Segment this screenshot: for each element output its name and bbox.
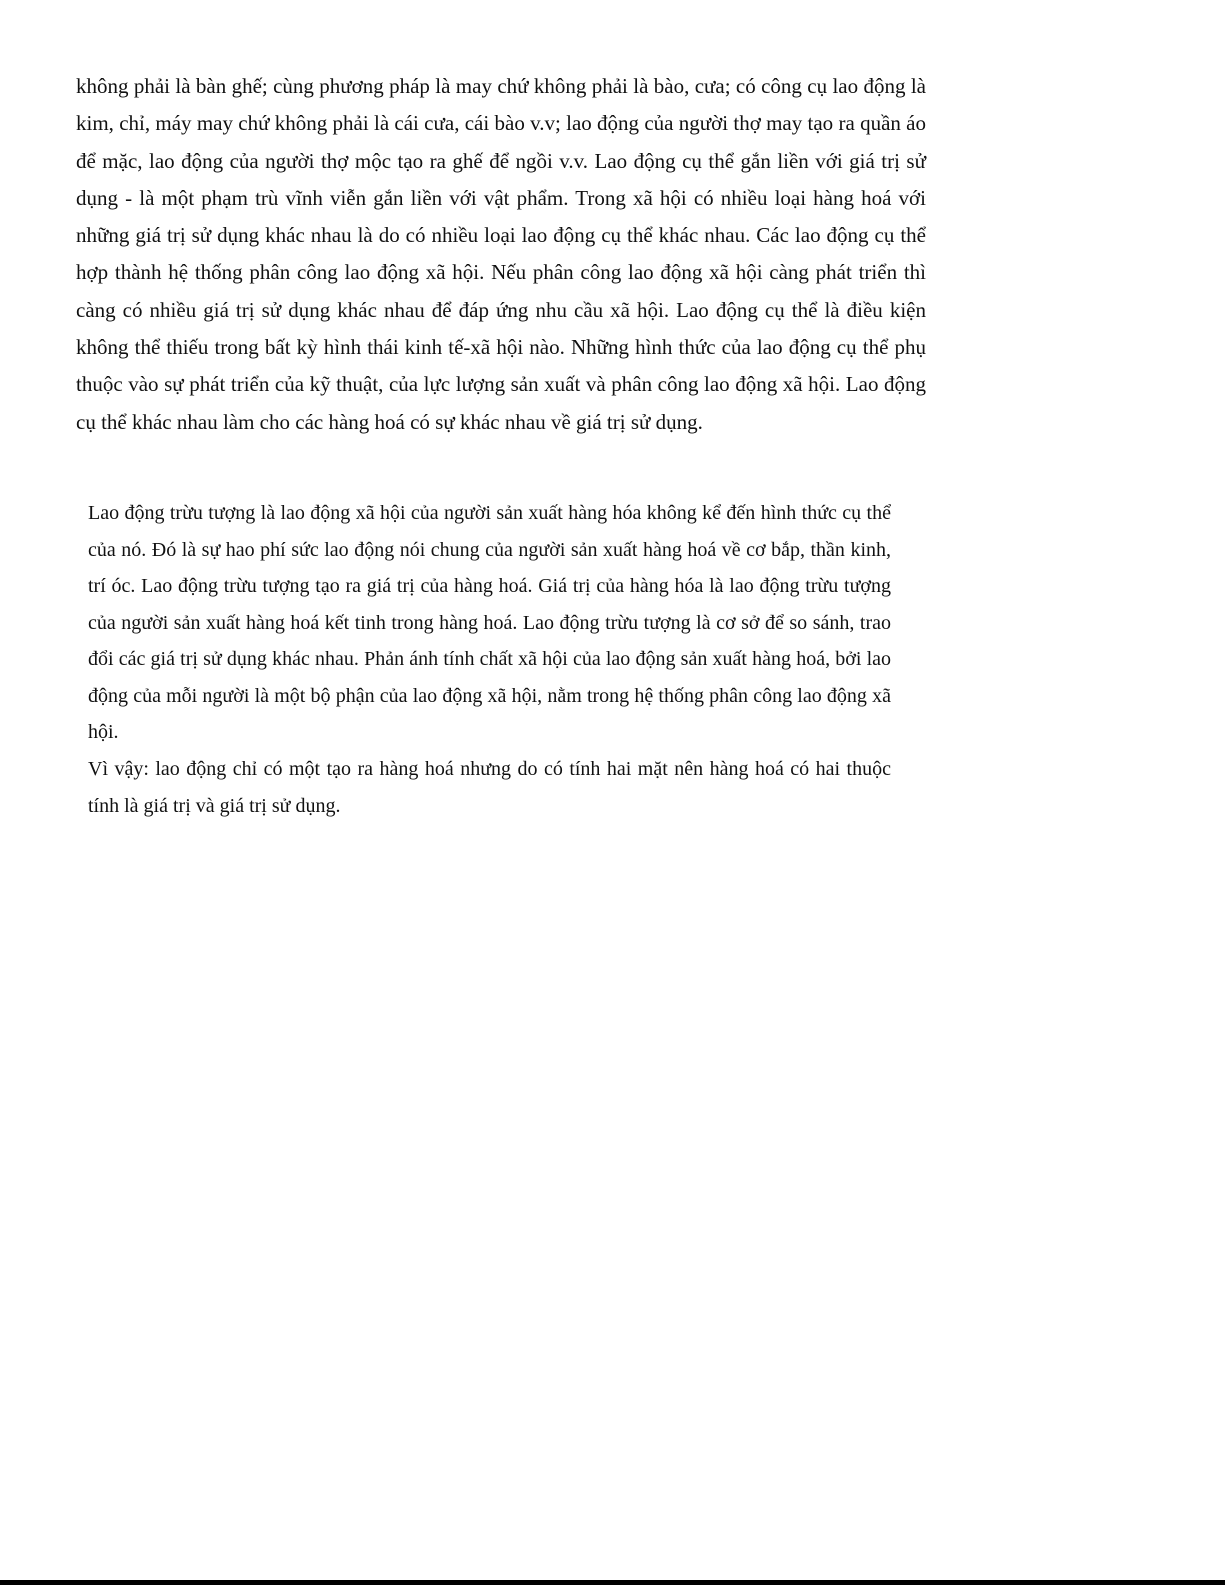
paragraph-conclusion: Vì vậy: lao động chỉ có một tạo ra hàng hoá nhưng do có tính hai mặt nên hàng hoá có hai thuộc tính là giá trị và giá trị sử dụng.	[88, 758, 891, 817]
paragraph-concrete-labor: không phải là bàn ghế; cùng phương pháp là may chứ không phải là bào, cưa; có công cụ lao động là kim, chỉ, máy may chứ không phải là cái cưa, cái bào v.v; lao động của người thợ may tạo ra quần áo để mặc, lao động của người thợ mộc tạo ra ghế để ngồi v.v. Lao động cụ thể gắn liền với giá trị sử dụng - là một phạm trù vĩnh viễn gắn liền với vật phẩm. Trong xã hội có nhiều loại hàng hoá với những giá trị sử dụng khác nhau là do có nhiều loại lao động cụ thể khác nhau. Các lao động cụ thể hợp thành hệ thống phân công lao động xã hội. Nếu phân công lao động xã hội càng phát triển thì càng có nhiều giá trị sử dụng khác nhau để đáp ứng nhu cầu xã hội. Lao động cụ thể là điều kiện không thể thiếu trong bất kỳ hình thái kinh tế-xã hội nào. Những hình thức của lao động cụ thể phụ thuộc vào sự phát triển của kỹ thuật, của lực lượng sản xuất và phân công lao động xã hội. Lao động cụ thể khác nhau làm cho các hàng hoá có sự khác nhau về giá trị sử dụng.	[76, 74, 926, 434]
page-bottom-border	[0, 1580, 1225, 1585]
paragraph-abstract-labor: Lao động trừu tượng là lao động xã hội của người sản xuất hàng hóa không kể đến hình thức cụ thể của nó. Đó là sự hao phí sức lao động nói chung của người sản xuất hàng hoá về cơ bắp, thần kinh, trí óc. Lao động trừu tượng tạo ra giá trị của hàng hoá. Giá trị của hàng hóa là lao động trừu tượng của người sản xuất hàng hoá kết tinh trong hàng hoá. Lao động trừu tượng là cơ sở để so sánh, trao đổi các giá trị sử dụng khác nhau. Phản ánh tính chất xã hội của lao động sản xuất hàng hoá, bởi lao động của mỗi người là một bộ phận của lao động xã hội, nằm trong hệ thống phân công lao động xã hội.	[88, 502, 891, 743]
